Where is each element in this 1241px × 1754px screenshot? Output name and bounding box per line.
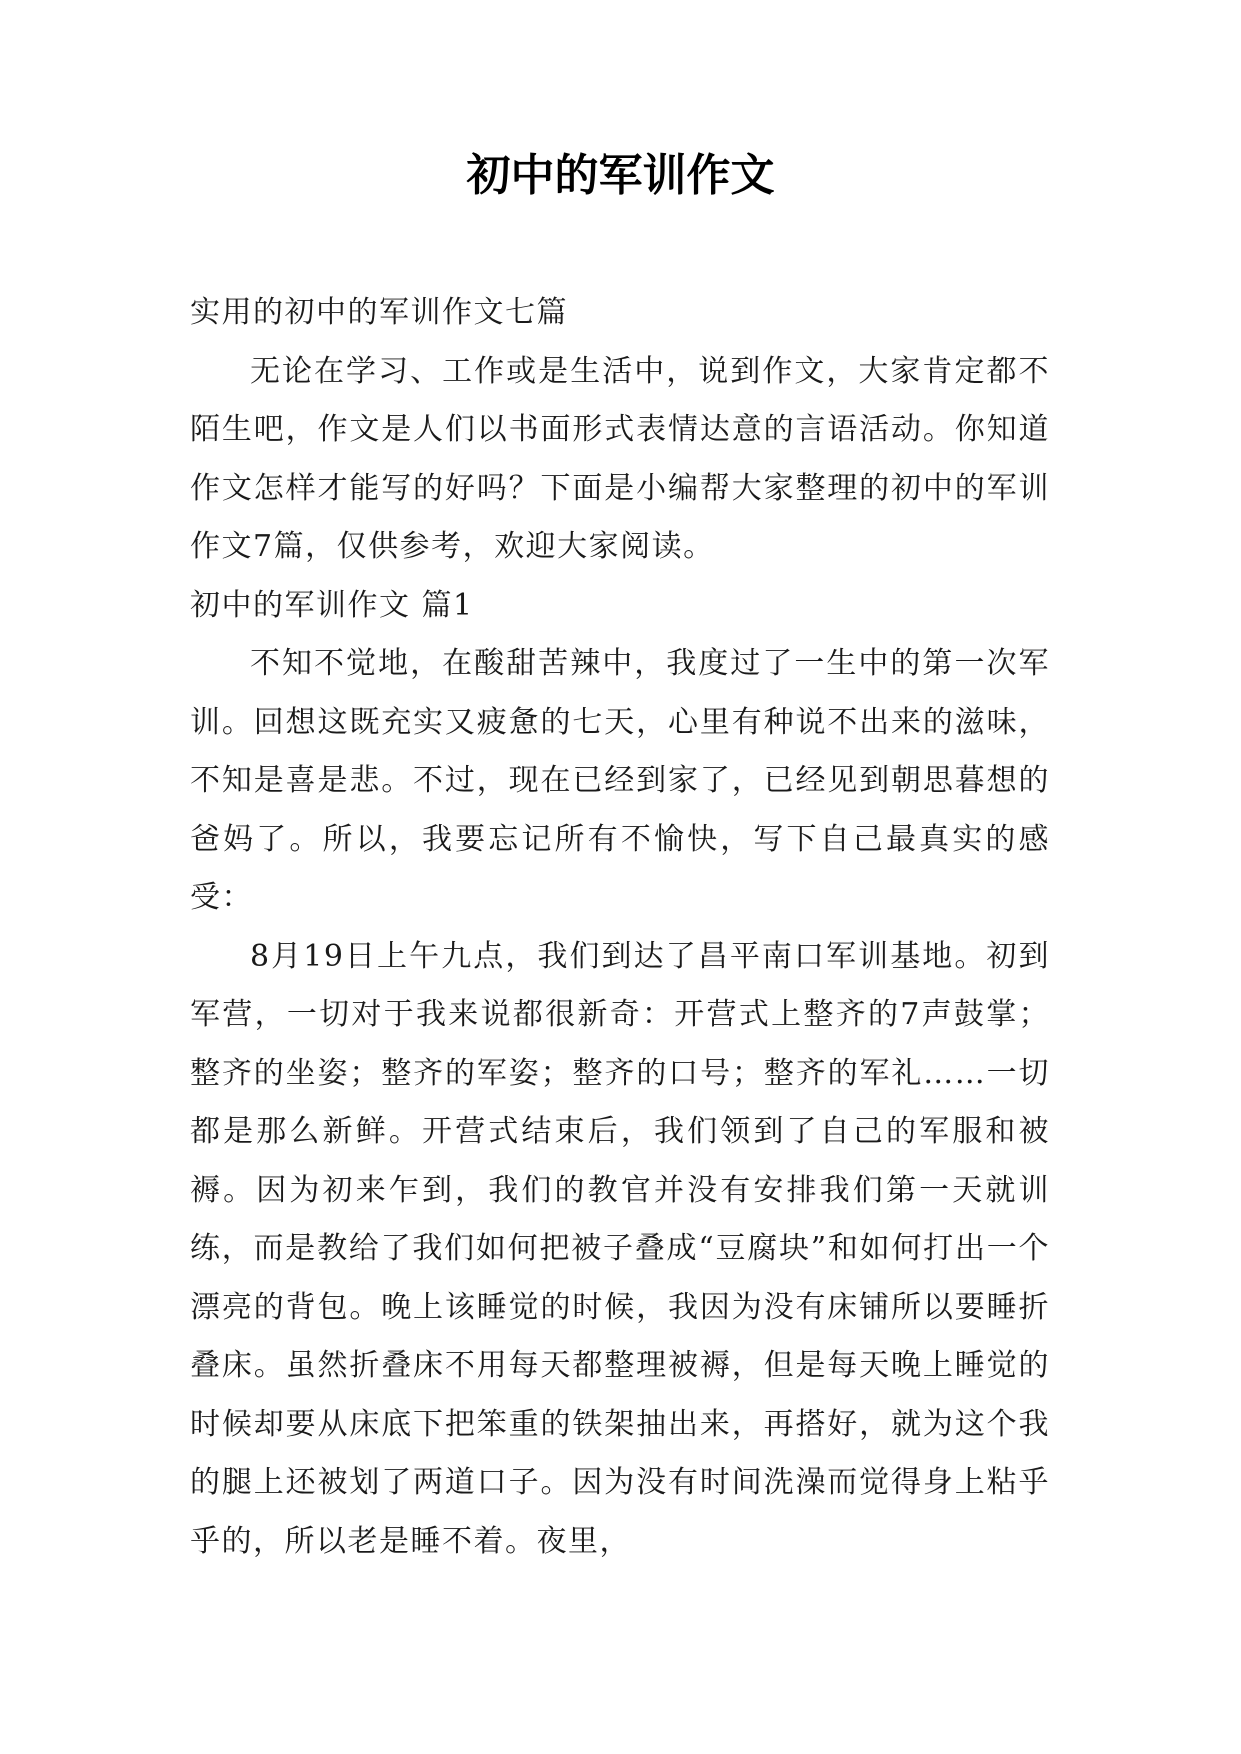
section-heading: 初中的军训作文 篇1	[190, 587, 474, 623]
body-paragraph-2: 8月19日上午九点，我们到达了昌平南口军训基地。初到军营，一切对于我来说都很新奇：开营式上整齐的7声鼓掌；整齐的坐姿；整齐的军姿；整齐的口号；整齐的军礼……一切都是那么新鲜。开营式结束后，我们领到了自己的军服和被褥。因为初来乍到，我们的教官并没有安排我们第一天就训练，而是教给了我们如何把被子叠成“豆腐块”和如何打出一个漂亮的背包。晚上该睡觉的时候，我因为没有床铺所以要睡折叠床。虽然折叠床不用每天都整理被褥，但是每天晚上睡觉的时候却要从床底下把笨重的铁架抽出来，再搭好，就为这个我的腿上还被划了两道口子。因为没有时间洗澡而觉得身上粘乎乎的，所以老是睡不着。夜里，	[190, 938, 1050, 1559]
body-paragraph-1: 不知不觉地，在酸甜苦辣中，我度过了一生中的第一次军训。回想这既充实又疲惫的七天，心里有种说不出来的滋味，不知是喜是悲。不过，现在已经到家了，已经见到朝思暮想的爸妈了。所以，我要忘记所有不愉快，写下自己最真实的感受：	[190, 646, 1050, 915]
document-title: 初中的军训作文	[466, 150, 775, 201]
intro-paragraph: 无论在学习、工作或是生活中，说到作文，大家肯定都不陌生吧，作文是人们以书面形式表情达意的言语活动。你知道作文怎样才能写的好吗？下面是小编帮大家整理的初中的军训作文7篇，仅供参考，欢迎大家阅读。	[190, 353, 1050, 564]
document-subtitle: 实用的初中的军训作文七篇	[190, 295, 568, 330]
document-body	[190, 284, 1050, 1571]
